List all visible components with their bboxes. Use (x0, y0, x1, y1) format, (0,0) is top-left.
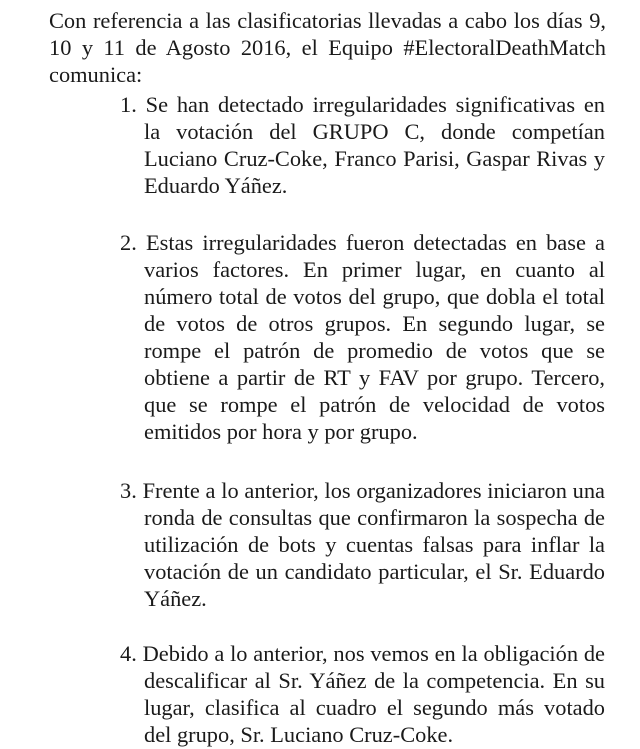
list-item-text: Frente a lo anterior, los organizadores iniciaron una ronda de consultas que confirmaron la sospecha de utilización de bots y cuentas falsas para inflar la votación de un candidato particular, el Sr. Eduardo Yáñez. (142, 478, 605, 611)
list-item-body (116, 640, 605, 748)
list-item-number: 3. (120, 478, 137, 503)
list-item-text: Se han detectado irregularidades significativas en la votación del GRUPO C, donde competían Luciano Cruz-Coke, Franco Parisi, Gaspar Rivas y Eduardo Yáñez. (144, 92, 605, 198)
list-item-number: 4. (120, 641, 137, 666)
intro-paragraph: Con referencia a las clasificatorias llevadas a cabo los días 9, 10 y 11 de Agosto 2016, el Equipo #ElectoralDeathMatch comunica: (49, 8, 606, 87)
list-item-number: 2. (120, 230, 137, 255)
list-item (116, 477, 605, 612)
list-item-number: 1. (120, 92, 137, 117)
list-item-text: Debido a lo anterior, nos vemos en la obligación de descalificar al Sr. Yáñez de la competencia. En su lugar, clasifica al cuadro el segundo más votado del grupo, Sr. Luciano Cruz-Coke. (142, 641, 605, 747)
list-item-body (116, 477, 605, 612)
list-item (116, 229, 605, 445)
list-item-body (116, 91, 605, 199)
list-item-text: Estas irregularidades fueron detectadas en base a varios factores. En primer lugar, en cuanto al número total de votos del grupo, que dobla el total de votos de otros grupos. En segundo lugar, se rompe el patrón de promedio de votos que se obtiene a partir de RT y FAV por grupo. Tercero, que se rompe el patrón de velocidad de votos emitidos por hora y por grupo. (144, 230, 605, 444)
list-item (116, 640, 605, 748)
list-item-body (116, 229, 605, 445)
list-item (116, 91, 605, 199)
